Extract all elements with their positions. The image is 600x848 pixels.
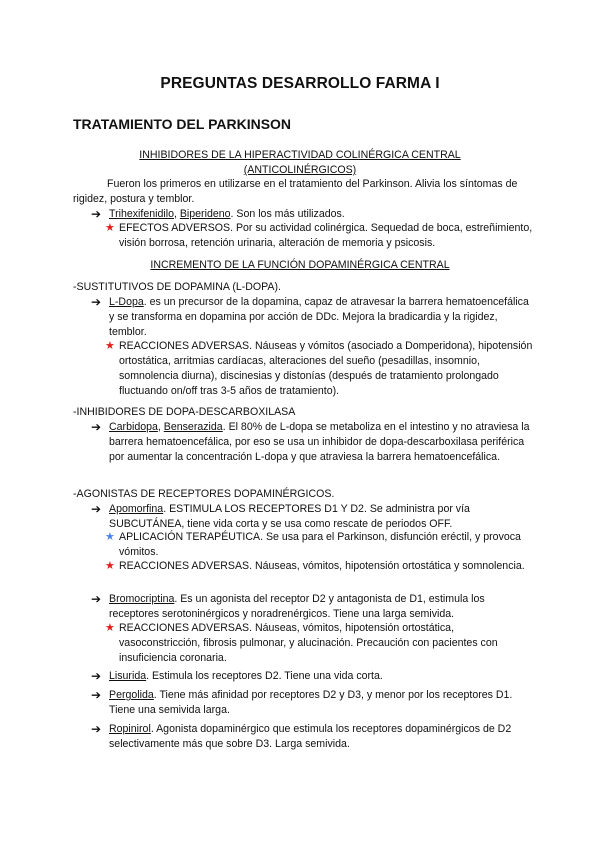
arrow-bullet-icon: ➔ [91, 295, 102, 309]
sustitutivos-heading: -SUSTITUTIVOS DE DOPAMINA (L-DOPA). [73, 281, 281, 293]
arrow-bullet-icon: ➔ [91, 688, 102, 702]
arrow-bullet-icon: ➔ [91, 669, 102, 683]
anticholinergic-drugs-item: ➔ Trihexifenidilo, Biperideno. Son los más utilizados. [91, 207, 345, 221]
arrow-bullet-icon: ➔ [91, 207, 102, 221]
drug-benserazida: Benserazida [163, 421, 223, 433]
arrow-bullet-icon: ➔ [91, 502, 102, 516]
drug-pergolida: Pergolida [109, 689, 154, 701]
apomorfina-application: APLICACIÓN TERAPÉUTICA. Se usa para el Parkinson, disfunción eréctil, y provoca vómitos. [119, 531, 521, 558]
apomorfina-reactions-item [105, 559, 535, 574]
apomorfina-item: ➔ Apomorfina. ESTIMULA LOS RECEPTORES D1 Y D2. Se administra por vía SUBCUTÁNEA, tiene vida corta y se usa como rescate de periodos OFF. [91, 502, 470, 530]
inhibidores-heading: -INHIBIDORES DE DOPA-DESCARBOXILASA [73, 406, 296, 418]
arrow-bullet-icon: ➔ [91, 420, 102, 434]
drug-trihexifenidilo: Trihexifenidilo [109, 208, 174, 220]
pergolida-item: ➔ Pergolida. Tiene más afinidad por receptores D2 y D3, y menor por los receptores D1. Tiene una semivida larga. [91, 688, 513, 716]
anticholinergic-effects-item [105, 221, 535, 251]
ldopa-item: ➔ L-Dopa. es un precursor de la dopamina, capaz de atravesar la barrera hematoencefálica y se transforma en dopamina por acción de DDc. Mejora la bradicardia y la rigidez, temblor. [91, 295, 529, 338]
anticholinergic-heading [90, 148, 510, 178]
drug-ropinirol: Ropinirol [109, 723, 151, 735]
anticholinergic-effects: EFECTOS ADVERSOS. Por su actividad colinérgica. Sequedad de boca, estreñimiento, visión borrosa, retención urinaria, alteración de memoria y psicosis. [119, 222, 533, 249]
blue-star-icon: ★ [105, 531, 115, 543]
ropinirol-item: ➔ Ropinirol. Agonista dopaminérgico que estimula los receptores dopaminérgicos de D2 selectivamente más que sobre D3. Larga semivida. [91, 722, 512, 750]
drug-bromocriptina: Bromocriptina [109, 593, 175, 605]
anticholinergic-intro: Fueron los primeros en utilizarse en el tratamiento del Parkinson. Alivia los síntomas de rigidez, postura y temblor. [73, 178, 518, 205]
drug-biperideno: Biperideno [179, 208, 231, 220]
red-star-icon: ★ [105, 622, 115, 634]
bromocriptina-reactions: REACCIONES ADVERSAS. Náuseas, vómitos, hipotensión ortostática, vasoconstricción, fibrosis pulmonar, y alucinación. Precaución con pacientes con insuficiencia coronaria. [119, 622, 498, 664]
arrow-bullet-icon: ➔ [91, 722, 102, 736]
section-title: TRATAMIENTO DEL PARKINSON [73, 116, 292, 132]
dopaminergic-heading: INCREMENTO DE LA FUNCIÓN DOPAMINÉRGICA CENTRAL [150, 259, 450, 271]
red-star-icon: ★ [105, 560, 115, 572]
red-star-icon: ★ [105, 340, 115, 352]
bromocriptina-reactions-item [105, 621, 535, 666]
drug-apomorfina: Apomorfina [109, 503, 164, 515]
lisurida-item: ➔ Lisurida. Estimula los receptores D2. Tiene una vida corta. [91, 669, 383, 683]
drug-lisurida: Lisurida [109, 670, 147, 682]
arrow-bullet-icon: ➔ [91, 592, 102, 606]
apomorfina-application-item [105, 530, 535, 560]
ldopa-reactions: REACCIONES ADVERSAS. Náuseas y vómitos (asociado a Domperidona), hipotensión ortostática, arritmias cardíacas, alteraciones del sueño (pesadillas, insomnio, somnolencia diurna), discinesias y distonías (después de tratamiento prolongado fluctuando on/off tras 3-5 años de tratamiento). [119, 340, 533, 397]
anticholinergic-heading-line1: INHIBIDORES DE LA HIPERACTIVIDAD COLINÉRGICA CENTRAL [139, 149, 461, 161]
drug-carbidopa: Carbidopa [109, 421, 158, 433]
red-star-icon: ★ [105, 222, 115, 234]
ldopa-reactions-item [105, 339, 535, 399]
drug-ldopa: L-Dopa [109, 296, 144, 308]
anticholinergic-heading-line2: (ANTICOLINÉRGICOS) [243, 164, 357, 176]
apomorfina-reactions: REACCIONES ADVERSAS. Náuseas, vómitos, hipotensión ortostática y somnolencia. [119, 560, 525, 572]
agonistas-heading: -AGONISTAS DE RECEPTORES DOPAMINÉRGICOS. [73, 488, 335, 500]
carbidopa-item: ➔ Carbidopa, Benserazida. El 80% de L-dopa se metaboliza en el intestino y no atraviesa la barrera hematoencefálica, por eso se usa un inhibidor de dopa-descarboxilasa periférica por aumentar la concentración L-dopa y que atraviesa la barrera hematoencefálica. [91, 420, 530, 463]
bromocriptina-item: ➔ Bromocriptina. Es un agonista del receptor D2 y antagonista de D1, estimula los receptores serotoninérgicos y noradrenérgicos. Tiene una larga semivida. [91, 592, 485, 620]
document-title: PREGUNTAS DESARROLLO FARMA I [160, 75, 440, 92]
